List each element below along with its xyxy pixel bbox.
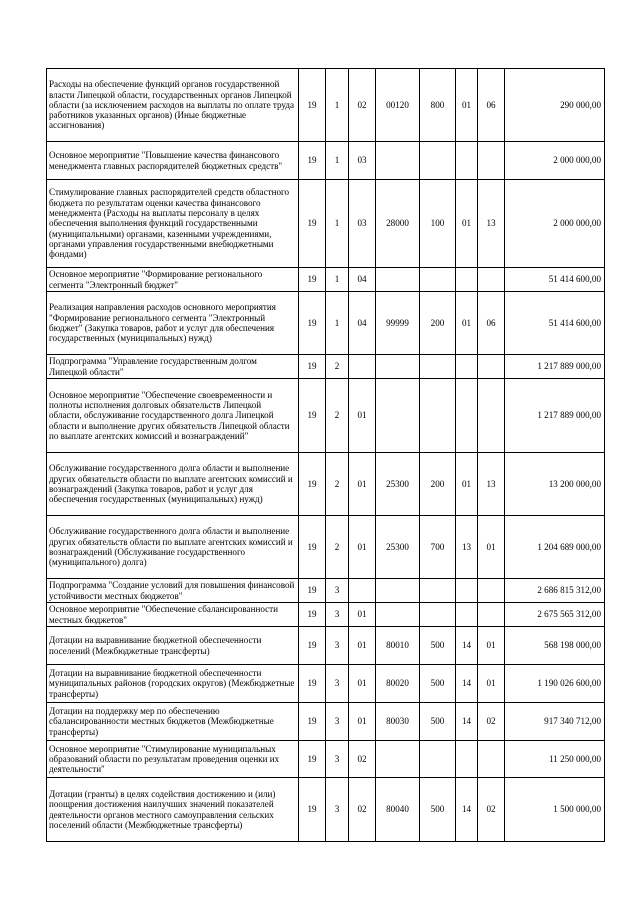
code-subsection bbox=[478, 268, 505, 292]
code-subsection bbox=[478, 379, 505, 453]
code-subprogram: 3 bbox=[326, 778, 349, 842]
code-direction bbox=[376, 355, 420, 379]
code-program: 19 bbox=[299, 579, 326, 603]
row-name: Основное мероприятие "Повышение качества финансового менеджмента главных распорядителей бюджетных средств" bbox=[47, 142, 299, 180]
table-row bbox=[47, 268, 605, 292]
table-row bbox=[47, 453, 605, 516]
row-amount: 13 200 000,00 bbox=[505, 453, 605, 516]
code-direction: 80010 bbox=[376, 627, 420, 665]
row-amount: 1 204 689 000,00 bbox=[505, 516, 605, 579]
row-amount: 51 414 600,00 bbox=[505, 268, 605, 292]
code-subsection: 01 bbox=[478, 627, 505, 665]
code-program: 19 bbox=[299, 516, 326, 579]
code-subprogram: 2 bbox=[326, 453, 349, 516]
code-expense-type: 200 bbox=[420, 292, 456, 355]
code-subsection bbox=[478, 741, 505, 778]
code-expense-type: 800 bbox=[420, 69, 456, 142]
table-row bbox=[47, 603, 605, 627]
code-event: 02 bbox=[349, 69, 376, 142]
code-event: 01 bbox=[349, 453, 376, 516]
table-row bbox=[47, 703, 605, 741]
code-direction: 80020 bbox=[376, 665, 420, 703]
code-subsection: 01 bbox=[478, 516, 505, 579]
row-name: Дотации (гранты) в целях содействия достижению и (или) поощрения достижения наилучших значений показателей деятельности органов местного самоуправления сельских поселений области (Межбюджетные трансферты) bbox=[47, 778, 299, 842]
code-section: 01 bbox=[456, 292, 478, 355]
code-event: 03 bbox=[349, 142, 376, 180]
code-subprogram: 3 bbox=[326, 603, 349, 627]
code-program: 19 bbox=[299, 778, 326, 842]
code-subsection: 02 bbox=[478, 778, 505, 842]
table-row bbox=[47, 379, 605, 453]
code-event: 04 bbox=[349, 292, 376, 355]
row-amount: 1 217 889 000,00 bbox=[505, 355, 605, 379]
code-event: 02 bbox=[349, 741, 376, 778]
row-name: Реализация направления расходов основного мероприятия "Формирование регионального сегмента "Электронный бюджет" (Закупка товаров, работ и услуг для обеспечения государственных (муниципальных) нужд) bbox=[47, 292, 299, 355]
row-name: Расходы на обеспечение функций органов государственной власти Липецкой области, государственных органов Липецкой области (за исключением расходов на выплаты по оплате труда работников указанных органов) (Иные бюджетные ассигнования) bbox=[47, 69, 299, 142]
code-expense-type: 700 bbox=[420, 516, 456, 579]
code-subsection: 06 bbox=[478, 292, 505, 355]
row-name: Дотации на поддержку мер по обеспечению сбалансированности местных бюджетов (Межбюджетные трансферты) bbox=[47, 703, 299, 741]
row-amount: 568 198 000,00 bbox=[505, 627, 605, 665]
row-name: Стимулирование главных распорядителей средств областного бюджета по результатам оценки качества финансового менеджмента (Расходы на выплаты персоналу в целях обеспечения выполнения функций государственными (муниципальными) органами, казенными учреждениями, органами управления государственными внебюджетными фондами) bbox=[47, 180, 299, 268]
code-expense-type: 500 bbox=[420, 665, 456, 703]
code-program: 19 bbox=[299, 355, 326, 379]
code-event: 03 bbox=[349, 180, 376, 268]
row-amount: 917 340 712,00 bbox=[505, 703, 605, 741]
code-direction bbox=[376, 142, 420, 180]
budget-table bbox=[46, 68, 605, 842]
code-expense-type bbox=[420, 603, 456, 627]
code-program: 19 bbox=[299, 703, 326, 741]
row-amount: 1 217 889 000,00 bbox=[505, 379, 605, 453]
table-row bbox=[47, 627, 605, 665]
code-section: 14 bbox=[456, 778, 478, 842]
code-subprogram: 3 bbox=[326, 665, 349, 703]
code-event bbox=[349, 355, 376, 379]
code-event: 01 bbox=[349, 379, 376, 453]
code-subprogram: 2 bbox=[326, 379, 349, 453]
code-program: 19 bbox=[299, 627, 326, 665]
code-section: 14 bbox=[456, 665, 478, 703]
code-expense-type bbox=[420, 268, 456, 292]
table-row bbox=[47, 355, 605, 379]
code-subprogram: 2 bbox=[326, 516, 349, 579]
code-subprogram: 1 bbox=[326, 292, 349, 355]
code-section bbox=[456, 603, 478, 627]
code-subsection: 13 bbox=[478, 180, 505, 268]
code-direction: 28000 bbox=[376, 180, 420, 268]
row-name: Подпрограмма "Создание условий для повышения финансовой устойчивости местных бюджетов" bbox=[47, 579, 299, 603]
code-section bbox=[456, 579, 478, 603]
code-event: 02 bbox=[349, 778, 376, 842]
row-name: Основное мероприятие "Обеспечение своевременности и полноты исполнения долговых обязательств Липецкой области, обслуживание государственного долга Липецкой области и выполнение других обязательств Липецкой области по выплате агентских комиссий и вознаграждений" bbox=[47, 379, 299, 453]
code-expense-type bbox=[420, 579, 456, 603]
code-direction: 99999 bbox=[376, 292, 420, 355]
table-row bbox=[47, 292, 605, 355]
code-section: 01 bbox=[456, 453, 478, 516]
table-row bbox=[47, 778, 605, 842]
table-row bbox=[47, 516, 605, 579]
code-subsection: 06 bbox=[478, 69, 505, 142]
code-program: 19 bbox=[299, 379, 326, 453]
code-subprogram: 3 bbox=[326, 579, 349, 603]
code-direction: 80030 bbox=[376, 703, 420, 741]
code-section: 13 bbox=[456, 516, 478, 579]
code-direction bbox=[376, 579, 420, 603]
row-amount: 2 000 000,00 bbox=[505, 180, 605, 268]
code-expense-type: 500 bbox=[420, 627, 456, 665]
code-direction bbox=[376, 379, 420, 453]
code-program: 19 bbox=[299, 603, 326, 627]
code-section: 14 bbox=[456, 703, 478, 741]
code-subsection bbox=[478, 603, 505, 627]
code-expense-type: 200 bbox=[420, 453, 456, 516]
code-direction: 25300 bbox=[376, 516, 420, 579]
code-subprogram: 1 bbox=[326, 69, 349, 142]
code-program: 19 bbox=[299, 69, 326, 142]
table-row bbox=[47, 579, 605, 603]
code-program: 19 bbox=[299, 142, 326, 180]
code-expense-type bbox=[420, 142, 456, 180]
row-name: Обслуживание государственного долга области и выполнение других обязательств области по выплате агентских комиссий и вознаграждений (Обслуживание государственного (муниципального) долга) bbox=[47, 516, 299, 579]
code-program: 19 bbox=[299, 665, 326, 703]
code-section bbox=[456, 268, 478, 292]
code-section: 14 bbox=[456, 627, 478, 665]
row-amount: 2 686 815 312,00 bbox=[505, 579, 605, 603]
code-section bbox=[456, 142, 478, 180]
code-expense-type bbox=[420, 741, 456, 778]
code-event: 01 bbox=[349, 627, 376, 665]
table-row bbox=[47, 180, 605, 268]
code-direction: 00120 bbox=[376, 69, 420, 142]
code-expense-type: 500 bbox=[420, 703, 456, 741]
code-program: 19 bbox=[299, 292, 326, 355]
code-event bbox=[349, 579, 376, 603]
row-name: Подпрограмма "Управление государственным долгом Липецкой области" bbox=[47, 355, 299, 379]
row-name: Дотации на выравнивание бюджетной обеспеченности муниципальных районов (городских округов) (Межбюджетные трансферты) bbox=[47, 665, 299, 703]
code-subsection bbox=[478, 579, 505, 603]
row-amount: 2 675 565 312,00 bbox=[505, 603, 605, 627]
code-subsection: 02 bbox=[478, 703, 505, 741]
row-name: Основное мероприятие "Формирование регионального сегмента "Электронный бюджет" bbox=[47, 268, 299, 292]
code-event: 01 bbox=[349, 603, 376, 627]
row-name: Основное мероприятие "Обеспечение сбалансированности местных бюджетов" bbox=[47, 603, 299, 627]
code-section bbox=[456, 741, 478, 778]
code-direction bbox=[376, 603, 420, 627]
row-amount: 51 414 600,00 bbox=[505, 292, 605, 355]
row-amount: 11 250 000,00 bbox=[505, 741, 605, 778]
code-event: 01 bbox=[349, 665, 376, 703]
code-subsection bbox=[478, 142, 505, 180]
budget-document-page bbox=[46, 68, 604, 842]
code-section bbox=[456, 355, 478, 379]
code-direction: 80040 bbox=[376, 778, 420, 842]
code-event: 01 bbox=[349, 703, 376, 741]
code-subprogram: 1 bbox=[326, 142, 349, 180]
code-direction bbox=[376, 741, 420, 778]
row-amount: 2 000 000,00 bbox=[505, 142, 605, 180]
code-subsection bbox=[478, 355, 505, 379]
code-program: 19 bbox=[299, 741, 326, 778]
row-name: Основное мероприятие "Стимулирование муниципальных образований области по результатам проведения оценки их деятельности" bbox=[47, 741, 299, 778]
code-subprogram: 1 bbox=[326, 180, 349, 268]
code-section: 01 bbox=[456, 180, 478, 268]
code-program: 19 bbox=[299, 180, 326, 268]
code-event: 01 bbox=[349, 516, 376, 579]
code-expense-type: 500 bbox=[420, 778, 456, 842]
code-subprogram: 3 bbox=[326, 741, 349, 778]
code-direction bbox=[376, 268, 420, 292]
row-name: Дотации на выравнивание бюджетной обеспеченности поселений (Межбюджетные трансферты) bbox=[47, 627, 299, 665]
code-subsection: 01 bbox=[478, 665, 505, 703]
code-subprogram: 3 bbox=[326, 627, 349, 665]
code-event: 04 bbox=[349, 268, 376, 292]
table-row bbox=[47, 142, 605, 180]
code-subsection: 13 bbox=[478, 453, 505, 516]
code-subprogram: 1 bbox=[326, 268, 349, 292]
code-section: 01 bbox=[456, 69, 478, 142]
code-program: 19 bbox=[299, 453, 326, 516]
code-subprogram: 2 bbox=[326, 355, 349, 379]
row-name: Обслуживание государственного долга области и выполнение других обязательств области по выплате агентских комиссий и вознаграждений (Закупка товаров, работ и услуг для обеспечения государственных (муниципальных) нужд) bbox=[47, 453, 299, 516]
code-program: 19 bbox=[299, 268, 326, 292]
table-row bbox=[47, 665, 605, 703]
table-row bbox=[47, 69, 605, 142]
code-expense-type bbox=[420, 379, 456, 453]
code-expense-type: 100 bbox=[420, 180, 456, 268]
code-section bbox=[456, 379, 478, 453]
code-subprogram: 3 bbox=[326, 703, 349, 741]
code-expense-type bbox=[420, 355, 456, 379]
row-amount: 1 500 000,00 bbox=[505, 778, 605, 842]
table-row bbox=[47, 741, 605, 778]
row-amount: 290 000,00 bbox=[505, 69, 605, 142]
row-amount: 1 190 026 600,00 bbox=[505, 665, 605, 703]
code-direction: 25300 bbox=[376, 453, 420, 516]
